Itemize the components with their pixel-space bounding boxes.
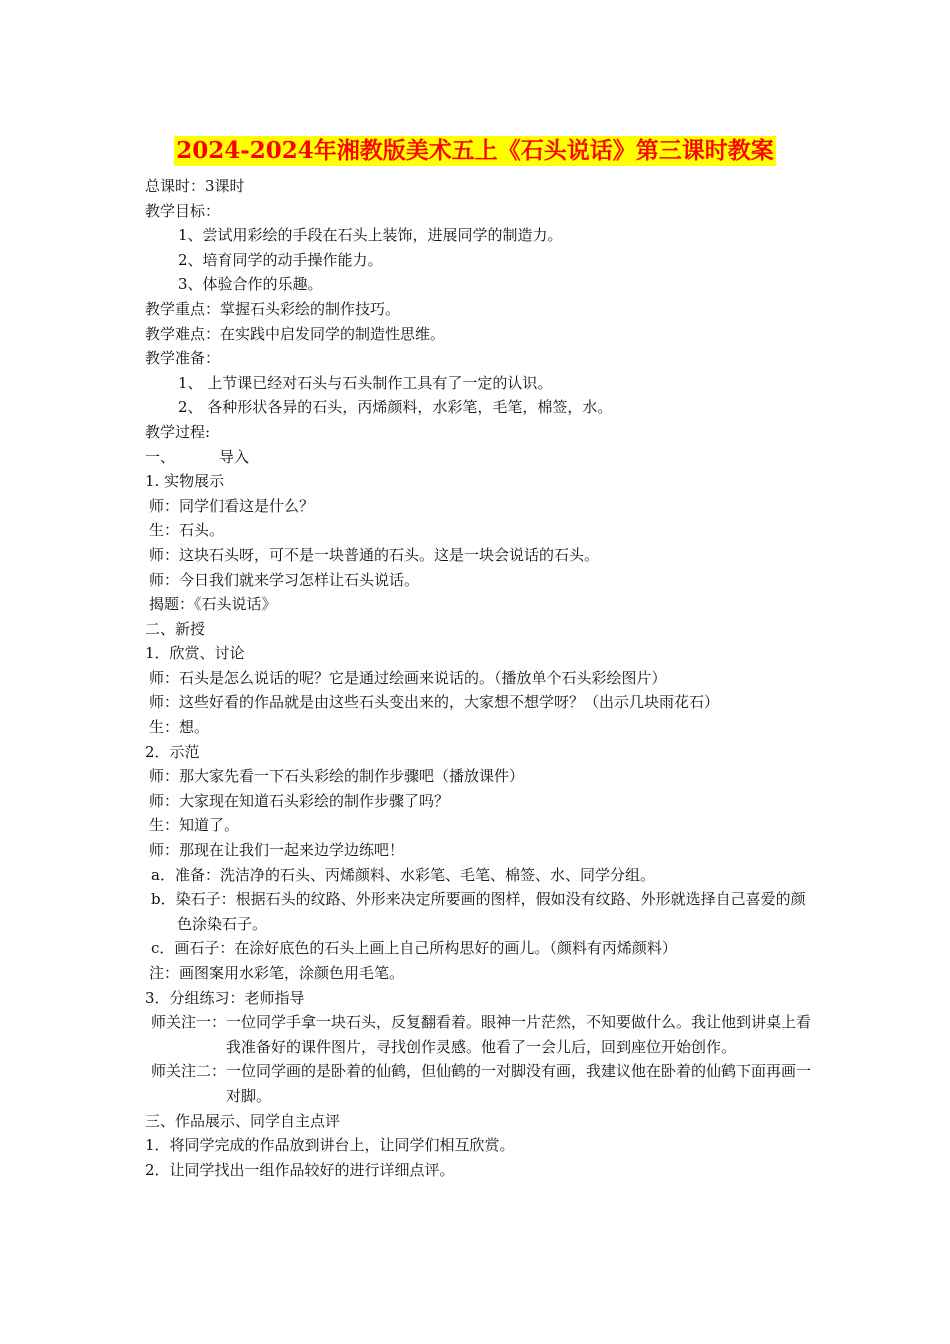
teacher-note-2-label: 师关注二： (151, 1062, 227, 1081)
title-container (0, 136, 950, 166)
objective-1: 1、尝试用彩绘的手段在石头上装饰，进展同学的制造力。 (178, 226, 563, 245)
step-3-1: 1．将同学完成的作品放到讲台上，让同学们相互欣赏。 (145, 1136, 515, 1155)
dialogue-line: 生：石头。 (149, 521, 225, 540)
section-1-heading (145, 445, 815, 470)
dialogue-line: 师：那现在让我们一起来边学边练吧！ (149, 841, 405, 860)
teacher-note-2 (145, 1059, 815, 1108)
step-c: c．画石子：在涂好底色的石头上画上自己所构思好的画儿。（颜料有丙烯颜料） (151, 939, 677, 958)
dialogue-line: 师：大家现在知道石头彩绘的制作步骤了吗？ (149, 791, 450, 810)
section-1-number: 一、 (145, 447, 176, 466)
dialogue-line: 生：知道了。 (149, 816, 240, 835)
topic-reveal: 揭题：《石头说话》 (149, 595, 277, 614)
dialogue-line: 师：那大家先看一下石头彩绘的制作步骤吧（播放课件） (149, 767, 525, 786)
step-a: a．准备：洗洁净的石头、丙烯颜料、水彩笔、毛笔、棉签、水、同学分组。 (151, 865, 655, 884)
document-title: 2024-2024年湘教版美术五上《石头说话》第三课时教案 (176, 137, 774, 164)
step-2-2: 2．示范 (145, 742, 200, 761)
step-3-2: 2．让同学找出一组作品较好的进行详细点评。 (145, 1160, 455, 1179)
section-3-heading: 三、作品展示、同学自主点评 (145, 1111, 341, 1130)
total-hours: 总课时：3课时 (145, 177, 245, 195)
dialogue-line: 师：这些好看的作品就是由这些石头变出来的，大家想不想学呀？（出示几块雨花石） (149, 693, 720, 712)
dialogue-line: 师：石头是怎么说话的呢？它是通过绘画来说话的。（播放单个石头彩绘图片） (149, 668, 667, 687)
preparation-2: 2、 各种形状各异的石头，丙烯颜料，水彩笔，毛笔，棉签，水。 (178, 398, 613, 417)
preparation-1: 1、 上节课已经对石头与石头制作工具有了一定的认识。 (178, 373, 553, 392)
dialogue-line: 师：同学们看这是什么？ (149, 496, 315, 515)
step-b: b．染石子：根据石头的纹路、外形来决定所要画的图样，假如没有纹路、外形就选择自己喜爱的颜色涂染石子。 (151, 890, 806, 933)
step-2-3: 3．分组练习：老师指导 (145, 988, 305, 1007)
teacher-note-1-text: 一位同学手拿一块石头，反复翻看着。眼神一片茫然，不知要做什么。我让他到讲桌上看我准备好的课件图片，寻找创作灵感。他看了一会儿后，回到座位开始创作。 (226, 1013, 812, 1056)
step-1-1: 1. 实物展示 (145, 472, 225, 491)
step-2-1: 1．欣赏、讨论 (145, 644, 245, 663)
difficulty: 教学难点：在实践中启发同学的制造性思维。 (145, 324, 446, 343)
section-2-heading: 二、新授 (145, 619, 206, 638)
dialogue-line: 师：这块石头呀，可不是一块普通的石头。这是一块会说话的石头。 (149, 545, 600, 564)
preparation-heading: 教学准备： (145, 349, 221, 368)
section-1-title: 导入 (219, 447, 250, 466)
key-point: 教学重点：掌握石头彩绘的制作技巧。 (145, 299, 401, 318)
document-body (145, 174, 815, 1182)
objectives-heading: 教学目标： (145, 201, 221, 220)
objective-2: 2、培育同学的动手操作能力。 (178, 250, 383, 269)
dialogue-line: 师：今日我们就来学习怎样让石头说话。 (149, 570, 420, 589)
teacher-note-1-label: 师关注一： (151, 1013, 227, 1032)
objective-3: 3、体验合作的乐趣。 (178, 275, 323, 294)
process-heading: 教学过程: (145, 422, 211, 441)
note-line: 注：画图案用水彩笔，涂颜色用毛笔。 (149, 964, 405, 982)
dialogue-line: 生：想。 (149, 718, 210, 737)
teacher-note-1 (145, 1010, 815, 1059)
teacher-note-2-text: 一位同学画的是卧着的仙鹤，但仙鹤的一对脚没有画，我建议他在卧着的仙鹤下面再画一对脚。 (226, 1062, 812, 1105)
